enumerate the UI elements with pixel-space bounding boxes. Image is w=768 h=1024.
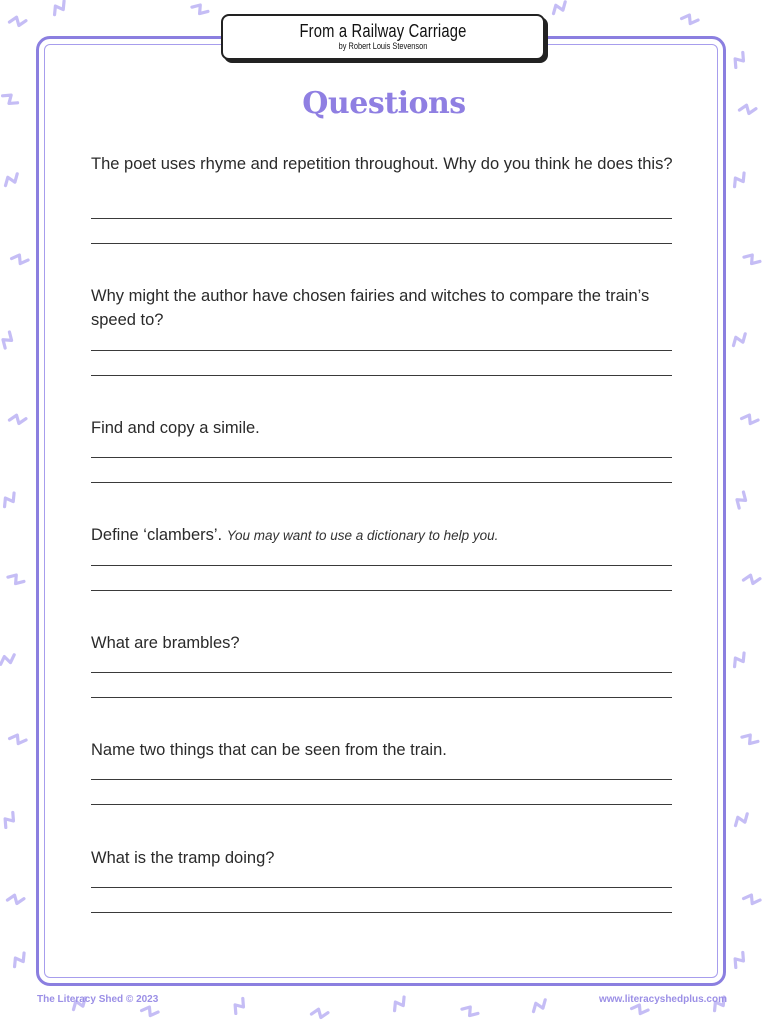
zigzag-decoration [531, 1000, 547, 1012]
zigzag-decoration [462, 1004, 478, 1019]
answer-line[interactable] [91, 565, 672, 566]
answer-line[interactable] [91, 697, 672, 698]
answer-line[interactable] [91, 672, 672, 673]
zigzag-decoration [733, 814, 749, 826]
zigzag-decoration [51, 1, 67, 15]
question-6 [91, 738, 681, 762]
zigzag-decoration [731, 653, 747, 667]
zigzag-decoration [1, 812, 17, 827]
zigzag-decoration [551, 2, 567, 14]
question-1 [91, 152, 681, 176]
answer-line[interactable] [91, 350, 672, 351]
zigzag-decoration [7, 894, 23, 906]
question-2-text: Why might the author have chosen fairies and witches to compare the train’s speed to? [91, 287, 650, 329]
footer-website[interactable]: www.literacyshedplus.com [598, 994, 727, 1005]
question-4 [91, 523, 681, 548]
page-heading: Questions [302, 86, 466, 121]
zigzag-decoration [391, 997, 407, 1011]
zigzag-decoration [0, 655, 15, 664]
answer-line[interactable] [91, 375, 672, 376]
zigzag-decoration [142, 1005, 158, 1019]
answer-line[interactable] [91, 218, 672, 219]
answer-line[interactable] [91, 457, 672, 458]
question-5-text: What are brambles? [91, 634, 240, 652]
zigzag-decoration [744, 893, 760, 907]
question-6-text: Name two things that can be seen from the train. [91, 741, 447, 759]
zigzag-decoration [731, 334, 747, 346]
question-1-text: The poet uses rhyme and repetition throughout. Why do you think he does this? [91, 155, 673, 173]
question-3-text: Find and copy a simile. [91, 419, 260, 437]
page-frame-inner [44, 44, 718, 978]
answer-line[interactable] [91, 804, 672, 805]
poem-title: From a Railway Carriage [299, 21, 467, 41]
question-3 [91, 416, 681, 440]
title-banner [221, 14, 545, 60]
question-7-text: What is the tramp doing? [91, 849, 275, 867]
zigzag-decoration [742, 413, 758, 427]
zigzag-decoration [731, 952, 747, 967]
zigzag-decoration [0, 332, 15, 348]
answer-line[interactable] [91, 590, 672, 591]
question-5 [91, 631, 681, 655]
zigzag-decoration [742, 732, 758, 747]
zigzag-decoration [9, 16, 25, 28]
zigzag-decoration [10, 733, 26, 747]
answer-line[interactable] [91, 243, 672, 244]
zigzag-decoration [3, 174, 19, 186]
answer-line[interactable] [91, 912, 672, 913]
answer-line[interactable] [91, 482, 672, 483]
zigzag-decoration [743, 574, 759, 586]
zigzag-decoration [9, 414, 25, 426]
question-4-note: You may want to use a dictionary to help you. [226, 528, 499, 543]
footer-copyright: The Literacy Shed © 2023 [37, 994, 159, 1005]
zigzag-decoration [731, 52, 747, 67]
zigzag-decoration [311, 1008, 327, 1020]
zigzag-decoration [731, 173, 747, 187]
answer-line[interactable] [91, 887, 672, 888]
question-4-text: Define ‘clambers’. [91, 526, 227, 544]
zigzag-decoration [12, 253, 28, 267]
zigzag-decoration [1, 493, 17, 507]
zigzag-decoration [192, 2, 208, 17]
answer-line[interactable] [91, 779, 672, 780]
zigzag-decoration [11, 953, 27, 967]
zigzag-decoration [231, 998, 247, 1013]
question-2 [91, 284, 681, 332]
poem-author: by Robert Louis Stevenson [338, 41, 428, 51]
zigzag-decoration [734, 492, 749, 508]
question-7 [91, 846, 681, 870]
zigzag-decoration [8, 572, 24, 587]
zigzag-decoration [682, 13, 698, 27]
zigzag-decoration [744, 252, 760, 267]
